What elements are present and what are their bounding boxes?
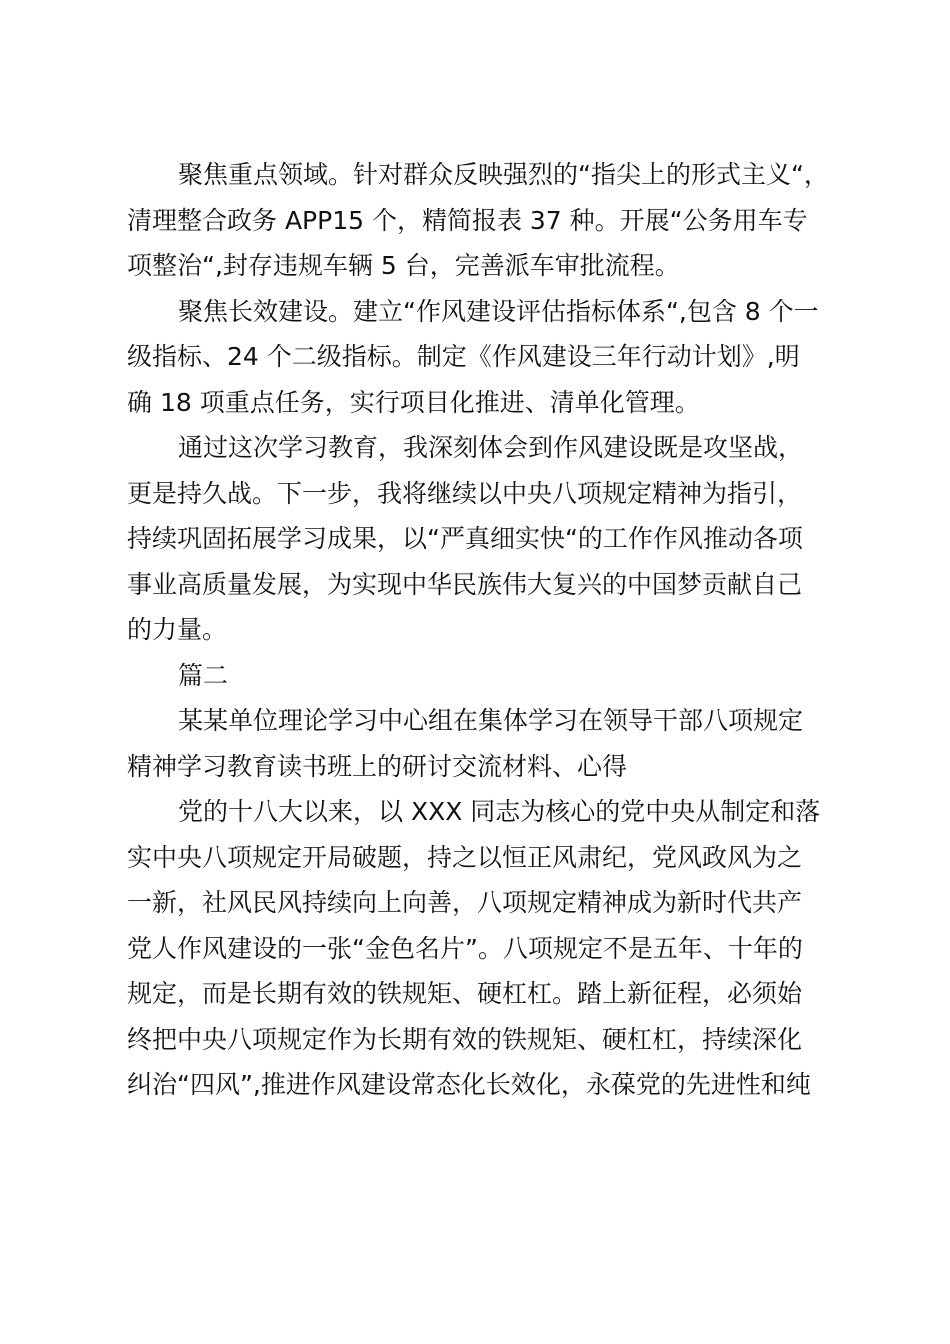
text-line: 终把中央八项规定作为长期有效的铁规矩、硬杠杠，持续深化: [127, 1024, 803, 1054]
text-line: 持续巩固拓展学习成果，以“严真细实快“的工作作风推动各项: [127, 524, 803, 553]
text-line: 实中央八项规定开局破题，持之以恒正风肃纪，党风政风为之: [127, 842, 803, 872]
text-line: 通过这次学习教育，我深刻体会到作风建设既是攻坚战，: [178, 433, 804, 462]
text-line: 聚焦长效建设。建立“作风建设评估指标体系“,包含 8 个一: [178, 296, 819, 326]
text-line: 某某单位理论学习中心组在集体学习在领导干部八项规定: [178, 706, 804, 735]
text-line: 清理整合政务 APP15 个，精简报表 37 种。开展“公务用车专: [127, 205, 808, 235]
text-line: 纠治“四风”,推进作风建设常态化长效化，永葆党的先进性和纯: [127, 1070, 811, 1099]
text-line: 党人作风建设的一张“金色名片”。八项规定不是五年、十年的: [127, 933, 803, 963]
text-line: 确 18 项重点任务，实行项目化推进、清单化管理。: [127, 387, 700, 417]
text-line: 一新，社风民风持续向上向善，八项规定精神成为新时代共产: [127, 888, 803, 917]
text-line: 事业高质量发展，为实现中华民族伟大复兴的中国梦贡献自己: [127, 569, 803, 599]
text-line: 精神学习教育读书班上的研讨交流材料、心得: [127, 751, 628, 781]
text-line: 党的十八大以来，以 XXX 同志为核心的党中央从制定和落: [178, 797, 821, 826]
text-line: 规定，而是长期有效的铁规矩、硬杠杠。踏上新征程，必须始: [127, 979, 803, 1008]
text-line: 的力量。: [127, 615, 228, 644]
document-body: [127, 152, 827, 1108]
text-line: 聚焦重点领域。针对群众反映强烈的“指尖上的形式主义“，: [178, 160, 829, 189]
text-line: 篇二: [178, 660, 229, 690]
text-line: 项整治“,封存违规车辆 5 台，完善派车审批流程。: [127, 251, 680, 280]
text-line: 级指标、24 个二级指标。制定《作风建设三年行动计划》,明: [127, 342, 800, 371]
text-line: 更是持久战。下一步，我将继续以中央八项规定精神为指引，: [127, 478, 803, 508]
